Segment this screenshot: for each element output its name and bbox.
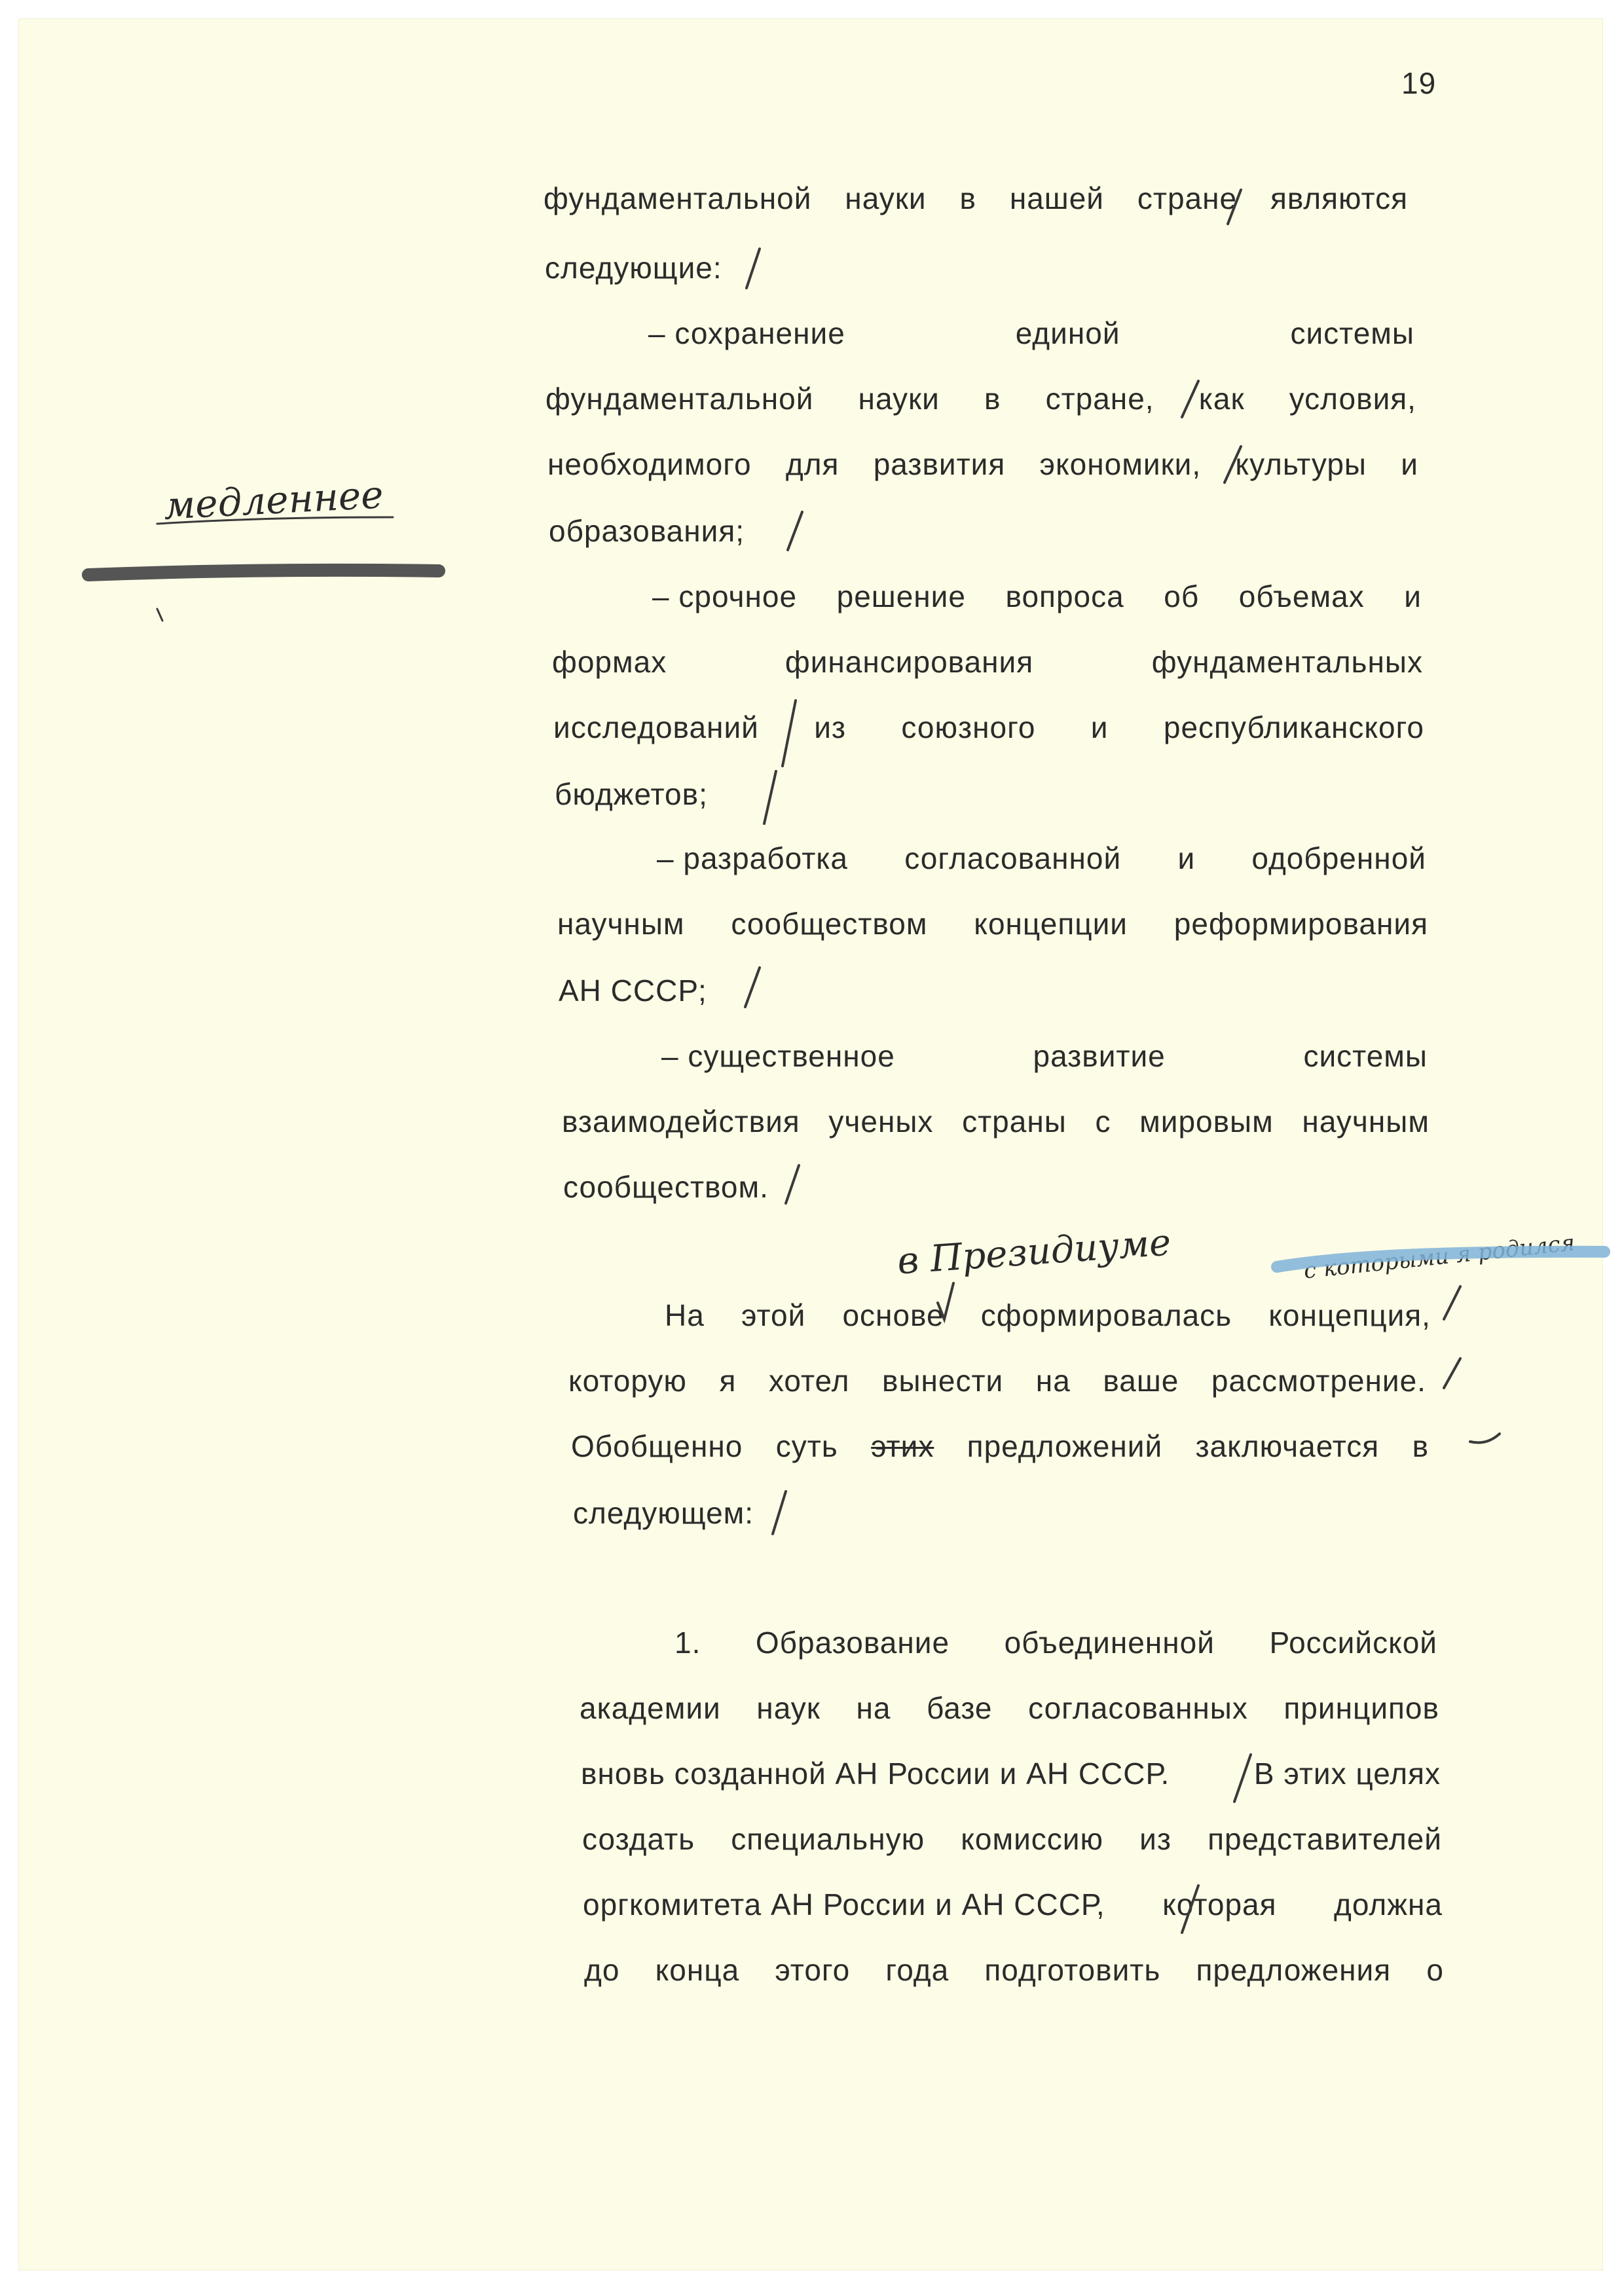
text-line: На этой основе сформировалась концепция, bbox=[665, 1298, 1431, 1332]
text-line: академии наук на базе согласованных принципов bbox=[580, 1691, 1439, 1725]
text-line: следующие: bbox=[545, 251, 722, 285]
text-line: следующем: bbox=[573, 1496, 754, 1530]
text-line: бюджетов; bbox=[555, 777, 708, 811]
text-line: создать специальную комиссию из представителей bbox=[582, 1822, 1442, 1856]
text-line: АН СССР; bbox=[559, 974, 707, 1008]
margin-note-handwritten: медленнее bbox=[162, 472, 385, 528]
text-line: оргкомитета АН России и АН СССР, которая должна bbox=[583, 1887, 1443, 1922]
page-number: 19 bbox=[1401, 66, 1437, 100]
text-line: – существенное развитие системы bbox=[661, 1039, 1428, 1073]
text-line: Обобщенно суть этих предложений заключается в bbox=[571, 1429, 1429, 1463]
text-line: вновь созданной АН России и АН СССР. В этих целях bbox=[581, 1757, 1441, 1791]
text-line: необходимого для развития экономики, культуры и bbox=[547, 447, 1418, 481]
text-line: – сохранение единой системы bbox=[648, 316, 1414, 350]
text-line: взаимодействия ученых страны с мировым научным bbox=[562, 1104, 1430, 1139]
text-line: – разработка согласованной и одобренной bbox=[657, 841, 1426, 875]
text-line: образования; bbox=[549, 514, 745, 548]
text-line: до конца этого года подготовить предложения о bbox=[584, 1953, 1444, 1987]
text-line: – срочное решение вопроса об объемах и bbox=[652, 579, 1422, 613]
text-line: формах финансирования фундаментальных bbox=[552, 645, 1423, 679]
text-line: фундаментальной науки в стране, как условия, bbox=[545, 382, 1416, 416]
insert-note-right-handwritten: с которыми я родился bbox=[1302, 1230, 1576, 1285]
text-line: 1. Образование объединенной Российской bbox=[674, 1626, 1437, 1660]
text-line: сообществом. bbox=[563, 1170, 769, 1204]
text-line: исследований из союзного и республиканского bbox=[553, 710, 1424, 744]
text-line: которую я хотел вынести на ваше рассмотрение. bbox=[568, 1364, 1426, 1398]
struck-word: этих bbox=[871, 1429, 934, 1463]
text-line: фундаментальной науки в нашей стране являются bbox=[544, 181, 1408, 215]
text-line: научным сообществом концепции реформирования bbox=[557, 907, 1428, 941]
insert-note-handwritten: в Президиуме bbox=[896, 1221, 1173, 1283]
